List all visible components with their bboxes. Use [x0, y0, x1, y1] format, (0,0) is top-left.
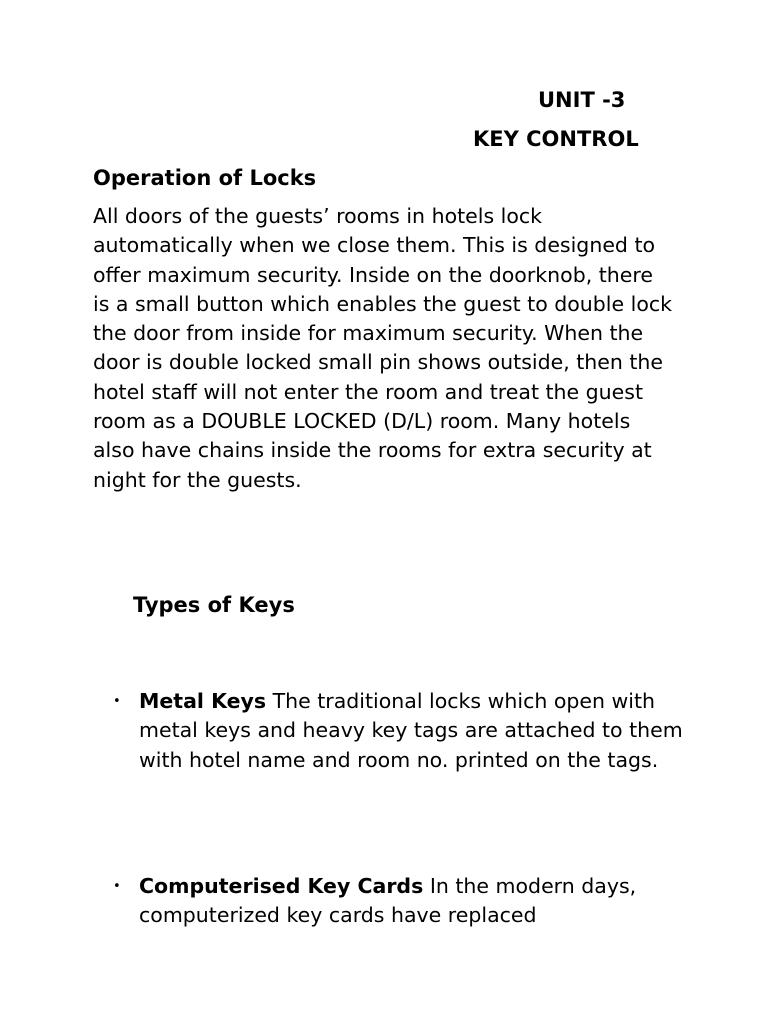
body-paragraph: All doors of the guests’ rooms in hotels lock automatically when we close them. This is designed to offer maximum security. Inside on the doorknob, there is a small button which enables the guest to double lock the door from inside for maximum security. When the door is double locked small pin shows outside, then the hotel staff will not enter the room and treat the guest room as a DOUBLE LOCKED (D/L) room. Many hotels also have chains inside the rooms for extra security at night for the guests. — [93, 204, 673, 492]
list-item-key-cards — [113, 872, 684, 932]
list-item-text: In the modern days, computerized key cards have replaced — [139, 874, 637, 928]
list-item-term: Computerised Key Cards — [139, 874, 424, 898]
list-item-text: The traditional locks which open with metal keys and heavy key tags are attached to them with hotel name and room no. printed on the tags. — [139, 689, 683, 772]
bullet-icon: • — [113, 879, 121, 894]
section-heading: Operation of Locks — [93, 166, 317, 190]
types-heading: Types of Keys — [133, 593, 295, 617]
list-item-metal-keys — [113, 687, 684, 775]
bullet-icon: • — [113, 694, 121, 709]
page-title: KEY CONTROL — [473, 127, 639, 151]
list-item-term: Metal Keys — [139, 689, 267, 713]
unit-label: UNIT -3 — [538, 88, 626, 112]
